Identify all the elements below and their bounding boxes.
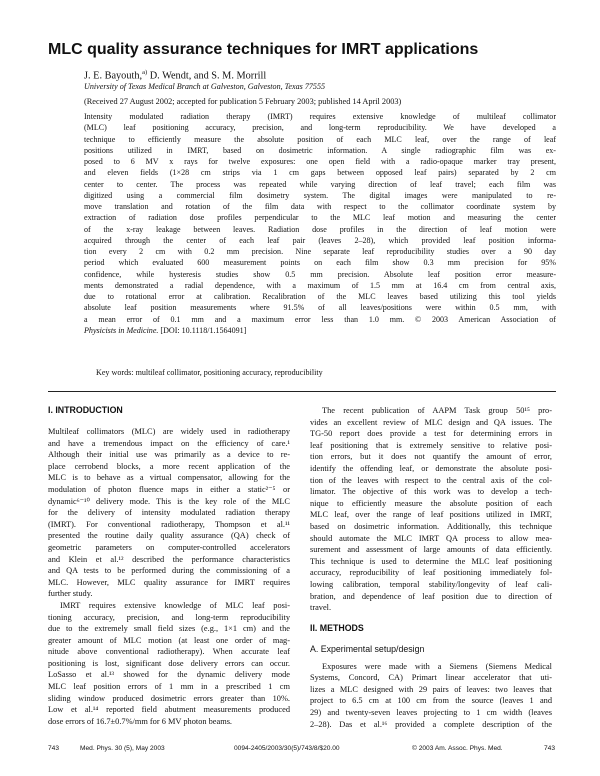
intro-paragraph-1 <box>48 426 290 600</box>
text-line: due to rotational error at calibration. Recalibration of the MLC leaves based utilizing this tool yields <box>84 292 556 301</box>
text-line: LoSasso et al.¹³ showed for the dynamic delivery mode <box>48 670 290 680</box>
text-line: 2–28). Das et al.¹⁶ provided a complete description of the <box>310 719 552 729</box>
text-line: and QA tests to be performed during the commissioning of a <box>48 566 290 576</box>
footer-page-number-right: 743 <box>544 745 556 752</box>
text-line: MLC is to behave as a virtual compensator, allowing for the <box>48 473 290 483</box>
methods-heading: II. METHODS <box>310 622 364 633</box>
text-line: 29) and twenty-seven leaves projecting to 1 cm width (leaves <box>310 708 552 718</box>
text-line: greater amount of MLC motion (at least one order of mag- <box>48 635 290 645</box>
text-line: nique to efficiently measure the absolute position of each <box>310 498 552 508</box>
text-line: identify the offending leaf, or demonstrate the absolute posi- <box>310 463 552 473</box>
text-line: dynamic⁶⁻¹⁰ delivery mode. This is the key role of the MLC <box>48 496 290 506</box>
text-line: absolute leaf position measurements where 91.5% of all leaves/positions were within 0.5 mm, with <box>84 303 556 313</box>
text-line: move translation and rotation of the film data with respect to the collimator coordinate system by <box>84 202 556 211</box>
text-line: for the delivery of intensity modulated radiation therapy <box>48 508 290 518</box>
text-line: technique to efficiently measure the absolute position of each MLC leaf, over the range of leaf <box>84 134 556 144</box>
text-line: Low et al.¹⁴ reported field abutment measurements produced <box>48 705 290 715</box>
text-line: further study. <box>48 589 93 599</box>
text-line: MLC. However, MLC quality assurance for IMRT requires <box>48 577 290 587</box>
text-line: vides an excellent review of MLC design and QA issues. The <box>310 417 552 427</box>
text-line: Multileaf collimators (MLC) are widely used in radiotherapy <box>48 427 290 436</box>
text-line: digitized using a commercial film dosimetry system. The digital images were manipulated to re- <box>84 190 556 200</box>
text-line: tion every 2 cm with 0.2 mm precision. Nine separate leaf reproducibility studies over a 90 day <box>84 247 556 256</box>
text-line: and eleven fields (1×28 cm strips via 1 cm gaps between opposed leaf pairs) separated by 2 cm <box>84 168 556 178</box>
text-line: tioning accuracy, precision, and long-term reproducibility <box>48 612 290 622</box>
text-line: based on dosimetric information. Additionally, this technique <box>310 521 552 531</box>
text-line: Intensity modulated radiation therapy (IMRT) requires extensive knowledge of multileaf collimator <box>84 112 556 121</box>
text-line: positioning is lost, significant dose delivery errors can occur. <box>48 658 290 668</box>
text-line: project to 6.5 cm at 100 cm from the source (leaves 1 and <box>310 696 552 706</box>
text-line: modulation of photon fluence maps in either a static²⁻⁵ or <box>48 484 290 494</box>
text-line: due to the extremely small field sizes (e.g., 1×1 cm) and the <box>48 624 290 634</box>
text-line: sliding window produced dosimetric errors greater than 10%. <box>48 693 290 703</box>
text-line: confidence, while hysteresis studies show 0.5 mm precision. Absolute leaf position error measure- <box>84 269 556 279</box>
page-footer <box>48 743 556 755</box>
keywords: Key words: multileaf collimator, positioning accuracy, reproducibility <box>96 368 323 377</box>
text-line: MLC leaf position errors of 1 mm in a prescribed 1 cm <box>48 682 290 692</box>
text-line: extraction of radiation dose profiles perpendicular to the MLC leaf motion and measuring the center <box>84 213 556 223</box>
author-rest: D. Wendt, and S. M. Morrill <box>147 70 267 82</box>
article-title: MLC quality assurance techniques for IMRT applications <box>48 41 479 58</box>
intro-paragraph-3 <box>310 405 552 614</box>
text-line: and Klein et al.¹² described the performance characteristics <box>48 554 290 564</box>
text-line: period which evaluated 600 measurement points on each film show 0.3 mm precision for 95% <box>84 258 556 268</box>
text-line: (IMRT). For conventional radiotherapy, Thompson et al.¹¹ <box>48 519 290 529</box>
text-line: and have a tremendous impact on the efficiency of care.¹ <box>48 438 290 448</box>
abstract-last-line <box>84 325 556 336</box>
right-column <box>310 405 552 730</box>
footer-page-number-left: 743 <box>48 745 60 752</box>
text-line: limator. The objective of this work was to develop a tech- <box>310 487 552 497</box>
text-line: bration, and dependence of leaf position due to direction of <box>310 591 552 601</box>
text-line: The recent publication of AAPM Task group 50¹⁵ pro- <box>322 406 552 415</box>
text-line: tion errors, but it does not quantify the amount of error, <box>310 452 552 462</box>
text-line: Exposures were made with a Siemens (Siemens Medical <box>322 661 552 671</box>
text-line: Systems, Concord, CA) Primart linear accelerator that uti- <box>310 673 552 683</box>
text-line: a mean error of 0.1 mm and a maximum error less than 1.0 mm. © 2003 American Association of <box>84 314 556 324</box>
text-line: accuracy, reproducibility of leaf positioning immediately fol- <box>310 568 552 578</box>
text-line: TG-50 report does provide a test for determining errors in <box>310 429 552 439</box>
text-line: lizes a MLC designed with 29 pairs of leaves: two leaves that <box>310 684 552 694</box>
setup-subheading: A. Experimental setup/design <box>310 643 425 654</box>
text-line: presented the routine daily quality assurance (QA) check of <box>48 531 290 541</box>
footer-journal: Med. Phys. 30 (5), May 2003 <box>80 745 165 752</box>
author-list <box>84 66 564 82</box>
text-line: should automate the MLC IMRT QA process to allow mea- <box>310 533 552 543</box>
text-line: center to center. The process was repeated while varying direction of leaf travel; each film was <box>84 179 556 189</box>
abstract-journal-name: Physicists in Medicine. <box>84 325 159 335</box>
text-line: posed to 6 MV x rays for twelve exposures: one open field with a radio-opaque marker tray present, <box>84 157 556 166</box>
footer-issn: 0094-2405/2003/30(5)/743/8/$20.00 <box>234 745 340 752</box>
section-divider <box>48 391 556 392</box>
text-line: positions utilized in IMRT, based on dosimetric information. A single radiographic film was ex- <box>84 145 556 155</box>
text-line: leaf positioning that is extremely sensitive to relative posi- <box>310 440 552 450</box>
abstract-doi: [DOI: 10.1118/1.1564091] <box>158 325 247 335</box>
text-line: travel. <box>310 603 332 613</box>
text-line: Although their initial use was primarily as a device to re- <box>48 450 290 460</box>
text-line: dose errors of 16.7±0.7%/mm for 6 MV photon beams. <box>48 716 233 726</box>
text-line: IMRT requires extensive knowledge of MLC leaf posi- <box>60 600 290 610</box>
text-line: place cerrobend blocks, a more recent application of the <box>48 461 290 471</box>
author-footnote-marker: a) <box>142 69 148 76</box>
intro-paragraph-2 <box>48 600 290 728</box>
affiliation: University of Texas Medical Branch at Galveston, Galveston, Texas 77555 <box>84 82 326 91</box>
text-line: of the x-ray leakage between leaves. Radiation dose profiles in the direction of leaf motion were <box>84 224 556 234</box>
text-line: tion of the leaves with respect to the central axis of the col- <box>310 475 552 485</box>
received-dates: (Received 27 August 2002; accepted for publication 5 February 2003; published 14 April 2003) <box>84 97 402 106</box>
text-line: acquired through the center of each leaf pair (leaves 2–28), which provided leaf position informa- <box>84 235 556 245</box>
introduction-heading: I. INTRODUCTION <box>48 405 123 415</box>
footer-copyright: © 2003 Am. Assoc. Phys. Med. <box>412 745 503 752</box>
methods-paragraph-1 <box>310 661 552 731</box>
abstract <box>84 111 556 336</box>
author-first: J. E. Bayouth, <box>84 70 143 82</box>
text-line: ments demonstrated a radial dependence, with a maximum of 1.5 mm at 16.4 cm from central axis, <box>84 280 556 290</box>
text-line: This technique is used to determine the MLC leaf positioning <box>310 556 552 566</box>
text-line: geometric parameters on computer-controlled accelerators <box>48 542 290 552</box>
left-column <box>48 405 290 727</box>
text-line: surement and assessment of large amounts of data efficiently. <box>310 545 552 555</box>
text-line: MLC leaf, over the range of leaf positions utilized in IMRT, <box>310 510 552 520</box>
text-line: lowing calibration, temporal stability/longevity of leaf cali- <box>310 579 552 589</box>
text-line: (MLC) leaf positioning accuracy, precision, and long-term reproducibility. We have developed a <box>84 123 556 133</box>
text-line: nitude above conventional radiotherapy). When accurate leaf <box>48 647 290 657</box>
